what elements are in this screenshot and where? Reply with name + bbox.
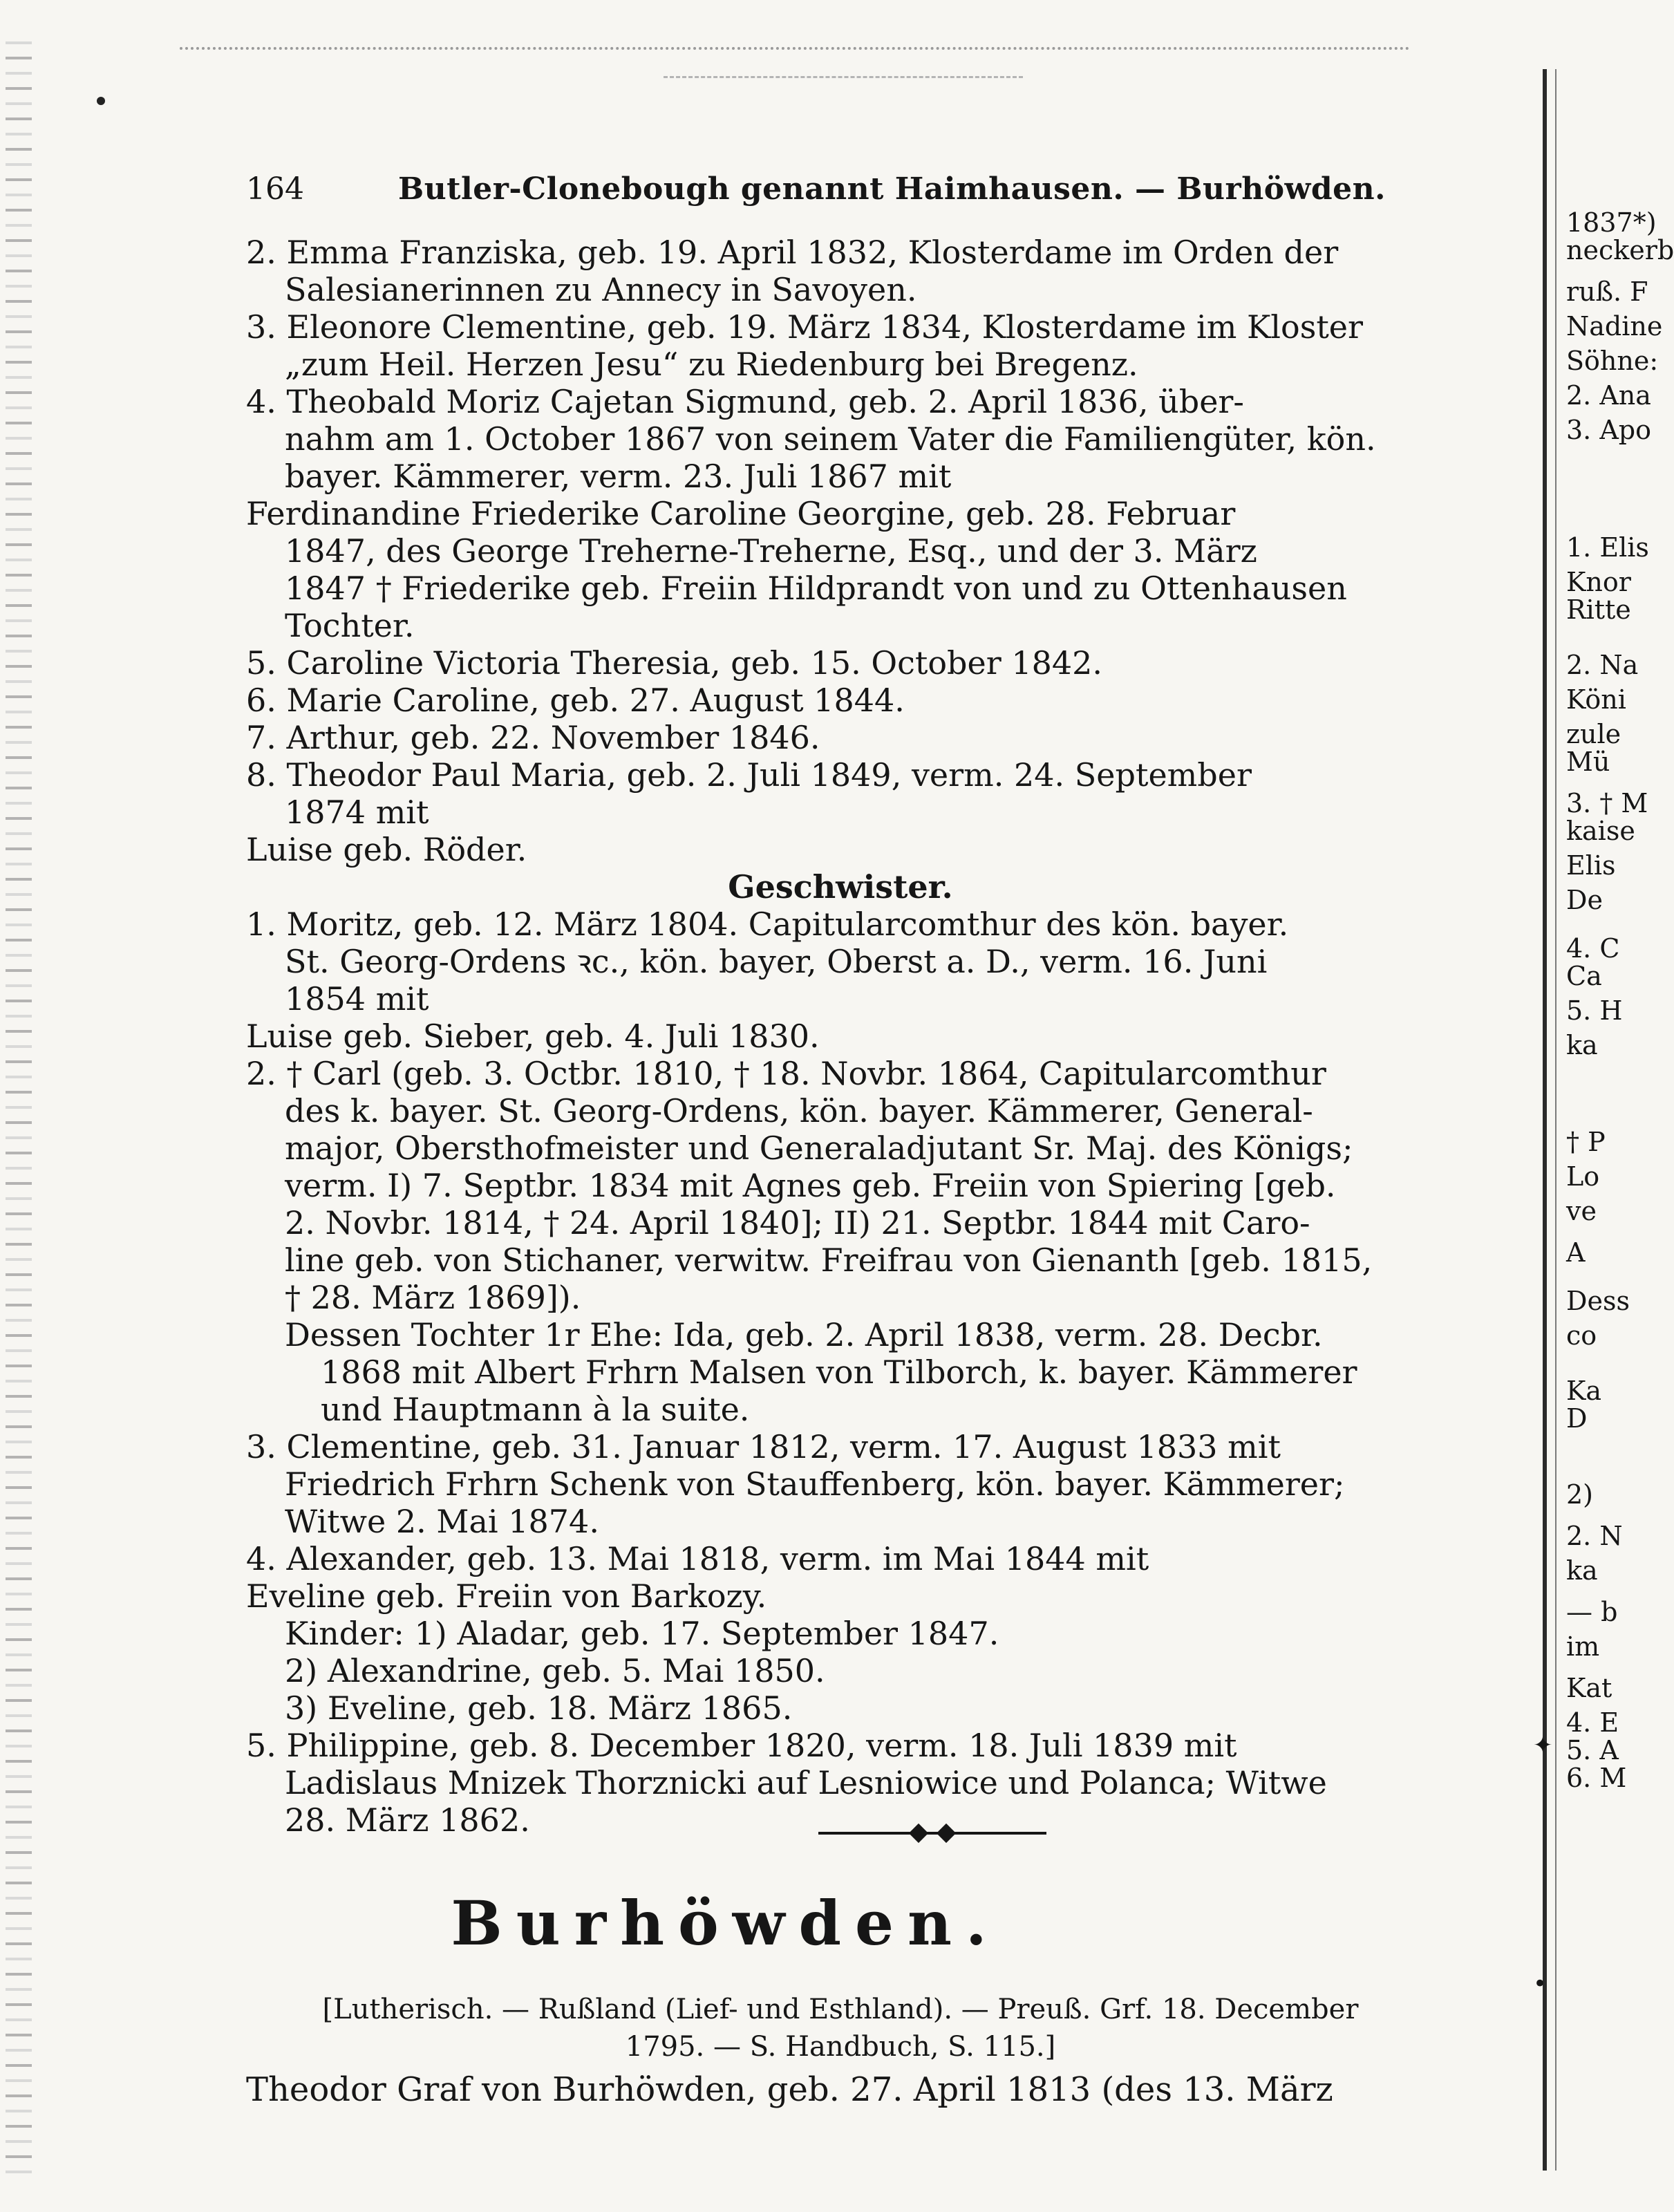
margin-fragment: De [1566,885,1603,915]
text-line: 6. Marie Caroline, geb. 27. August 1844. [246,682,905,719]
text-line: Luise geb. Sieber, geb. 4. Juli 1830. [246,1018,820,1055]
margin-fragment: 1837*) [1566,207,1657,238]
binding-edge [6,41,32,2184]
text-line: Theodor Graf von Burhöwden, geb. 27. April 1813 (des 13. März [246,2070,1333,2109]
margin-fragment: 5. H [1566,995,1623,1026]
text-line: 2) Alexandrine, geb. 5. Mai 1850. [285,1652,825,1689]
margin-fragment: neckerb [1566,235,1674,265]
scan-artifact-top-2 [664,76,1023,78]
text-line: 3) Eveline, geb. 18. März 1865. [285,1689,793,1727]
text-line: des k. bayer. St. Georg-Ordens, kön. bayer. Kämmerer, General- [285,1092,1313,1130]
text-line: 3. Clementine, geb. 31. Januar 1812, verm. 17. August 1833 mit [246,1428,1281,1465]
text-line: Tochter. [285,607,415,644]
margin-fragment: kaise [1566,816,1635,846]
text-line: Friedrich Frhrn Schenk von Stauffenberg, kön. bayer. Kämmerer; [285,1465,1345,1503]
text-line: line geb. von Stichaner, verwitw. Freifrau von Gienanth [geb. 1815, [285,1241,1373,1279]
text-line: St. Georg-Ordens ꝛc., kön. bayer, Oberst a. D., verm. 16. Juni [285,943,1268,980]
margin-fragment: Lo [1566,1161,1600,1192]
margin-fragment: † P [1566,1127,1606,1157]
text-line: 2. Emma Franziska, geb. 19. April 1832, Klosterdame im Orden der [246,234,1339,271]
text-line: Ferdinandine Friederike Caroline Georgine, geb. 28. Februar [246,495,1236,532]
text-line: 3. Eleonore Clementine, geb. 19. März 1834, Klosterdame im Kloster [246,308,1364,346]
margin-fragment: ka [1566,1030,1598,1060]
text-line: nahm am 1. October 1867 von seinem Vater die Familiengüter, kön. [285,420,1376,458]
margin-fragment: Mü [1566,747,1610,777]
text-line: [Lutherisch. — Rußland (Lief- und Esthland). — Preuß. Grf. 18. December [322,1994,1359,2025]
margin-fragment: Ca [1566,961,1602,991]
page-header [246,171,1421,213]
text-line: major, Obersthofmeister und Generaladjutant Sr. Maj. des Königs; [285,1130,1353,1167]
text-line: 1847 † Friederike geb. Freiin Hildprandt von und zu Ottenhausen [285,570,1347,607]
text-line: Witwe 2. Mai 1874. [285,1503,599,1540]
facing-page-edge-thin [1555,69,1557,2171]
text-line: 4. Theobald Moriz Cajetan Sigmund, geb. 2. April 1836, über- [246,383,1244,420]
text-line: 8. Theodor Paul Maria, geb. 2. Juli 1849, verm. 24. September [246,756,1252,794]
margin-fragment: 2. N [1566,1521,1623,1551]
margin-fragment: 2) [1566,1479,1594,1510]
text-line: 1854 mit [285,980,429,1018]
margin-fragment: 4. C [1566,933,1620,964]
running-head: Butler-Clonebough genannt Haimhausen. — Burhöwden. [398,171,1386,207]
margin-fragment: zule [1566,719,1621,749]
margin-fragment: ruß. F [1566,276,1648,307]
page-number: 164 [246,171,304,207]
ink-spot [97,97,105,105]
text-line: 1795. — S. Handbuch, S. 115.] [625,2031,1056,2063]
margin-fragment: — b [1566,1597,1618,1627]
text-line: Salesianerinnen zu Annecy in Savoyen. [285,271,917,308]
text-line: Kinder: 1) Aladar, geb. 17. September 1847. [285,1615,999,1652]
margin-fragment: Dess [1566,1286,1630,1316]
margin-fragment: 1. Elis [1566,532,1649,563]
margin-fragment: Ka [1566,1376,1602,1406]
margin-fragment: Söhne: [1566,346,1659,376]
family-title: Burhöwden. [451,1887,1001,1959]
margin-fragment: Knor [1566,567,1631,597]
text-line: 28. März 1862. [285,1801,530,1839]
text-line: 5. Caroline Victoria Theresia, geb. 15. October 1842. [246,644,1103,682]
margin-fragment: Nadine [1566,311,1663,341]
text-line: 7. Arthur, geb. 22. November 1846. [246,719,820,756]
text-line: und Hauptmann à la suite. [321,1391,750,1428]
text-line: verm. I) 7. Septbr. 1834 mit Agnes geb. Freiin von Spiering [geb. [285,1167,1336,1204]
text-line: „zum Heil. Herzen Jesu“ zu Riedenburg bei Bregenz. [285,346,1138,383]
margin-fragment: 3. Apo [1566,415,1651,445]
text-line: 1847, des George Treherne-Treherne, Esq., und der 3. März [285,532,1257,570]
margin-mark-1: ✦ [1533,1732,1553,1759]
margin-fragment: 4. E [1566,1707,1619,1738]
section-ornament [818,1825,1046,1841]
text-line: 4. Alexander, geb. 13. Mai 1818, verm. im Mai 1844 mit [246,1540,1149,1577]
margin-fragment: 6. M [1566,1763,1627,1793]
margin-mark-2: • [1533,1970,1548,1998]
margin-fragment: Kat [1566,1673,1612,1703]
text-line: 1874 mit [285,794,429,831]
text-line: 1868 mit Albert Frhrn Malsen von Tilborch, k. bayer. Kämmerer [321,1353,1357,1391]
text-line: 5. Philippine, geb. 8. December 1820, verm. 18. Juli 1839 mit [246,1727,1237,1764]
margin-fragment: 5. A [1566,1735,1619,1765]
text-line: Ladislaus Mnizek Thorznicki auf Lesniowice und Polanca; Witwe [285,1764,1327,1801]
margin-fragment: Elis [1566,850,1616,881]
scan-artifact-top [180,47,1410,50]
text-line: 1. Moritz, geb. 12. März 1804. Capitularcomthur des kön. bayer. [246,906,1289,943]
margin-fragment: 2. Na [1566,650,1639,680]
text-line: Eveline geb. Freiin von Barkozy. [246,1577,767,1615]
family-intro [246,1991,1435,2114]
butler-entries [246,234,1435,1839]
text-line: Geschwister. [728,868,953,906]
margin-fragment: 2. Ana [1566,380,1651,411]
text-line: 2. Novbr. 1814, † 24. April 1840]; II) 21. Septbr. 1844 mit Caro- [285,1204,1310,1241]
text-line: bayer. Kämmerer, verm. 23. Juli 1867 mit [285,458,952,495]
facing-page-edge [1543,69,1547,2171]
margin-fragment: im [1566,1631,1600,1662]
margin-fragment: co [1566,1320,1597,1351]
text-line: Luise geb. Röder. [246,831,527,868]
margin-fragment: Köni [1566,684,1626,715]
margin-fragment: ka [1566,1555,1598,1586]
margin-fragment: 3. † M [1566,788,1648,818]
margin-fragment: Ritte [1566,594,1631,625]
margin-fragment: ve [1566,1196,1597,1226]
margin-fragment: A [1566,1237,1586,1268]
text-line: Dessen Tochter 1r Ehe: Ida, geb. 2. April 1838, verm. 28. Decbr. [285,1316,1323,1353]
text-line: 2. † Carl (geb. 3. Octbr. 1810, † 18. Novbr. 1864, Capitularcomthur [246,1055,1326,1092]
margin-fragment: D [1566,1403,1588,1434]
text-line: † 28. März 1869]). [285,1279,581,1316]
